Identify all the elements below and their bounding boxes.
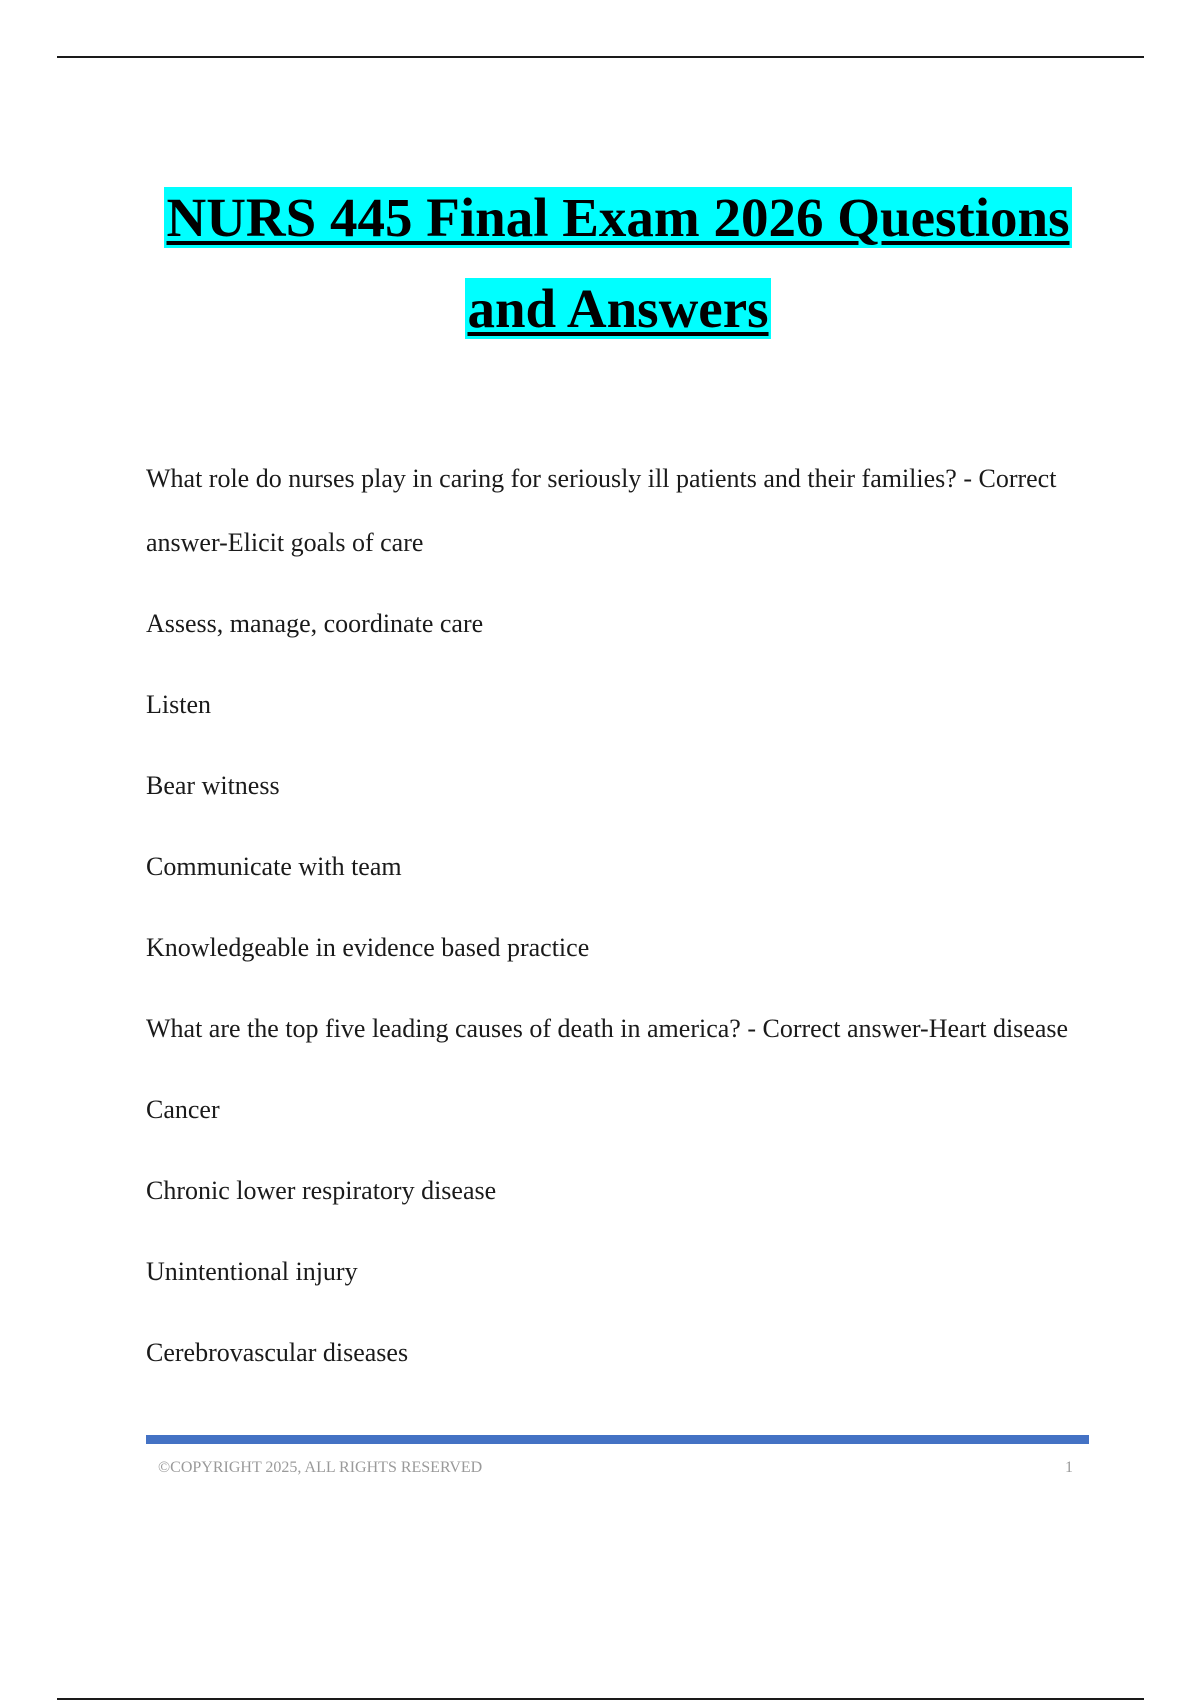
answer-item-paragraph: Communicate with team (146, 852, 402, 881)
footer-text-row (146, 1459, 1089, 1477)
question-1-paragraph: What role do nurses play in caring for seriously ill patients and their families? - Correct answer-Elicit goals of care (146, 464, 1057, 557)
document-body (146, 447, 1086, 1402)
top-page-rule (57, 56, 1144, 58)
answer-item-paragraph: Assess, manage, coordinate care (146, 609, 484, 638)
document-title (0, 172, 1200, 354)
answer-item-paragraph: Unintentional injury (146, 1257, 358, 1286)
answer-item-paragraph: Bear witness (146, 771, 280, 800)
title-line-2 (0, 263, 1200, 354)
answer-item-paragraph: Cerebrovascular diseases (146, 1338, 409, 1367)
answer-item-paragraph: Chronic lower respiratory disease (146, 1176, 497, 1205)
answer-item-paragraph: Listen (146, 690, 211, 719)
answer-item-paragraph: Knowledgeable in evidence based practice (146, 933, 590, 962)
title-line-2-text: and Answers (467, 278, 769, 339)
question-2-paragraph: What are the top five leading causes of death in america? - Correct answer-Heart disease (146, 1014, 1069, 1043)
footer-bar (146, 1435, 1089, 1444)
title-line-1 (0, 172, 1200, 263)
page-number: 1 (1065, 1459, 1073, 1476)
title-line-1-text: NURS 445 Final Exam 2026 Questions (166, 187, 1070, 248)
copyright-notice: ©COPYRIGHT 2025, ALL RIGHTS RESERVED (158, 1459, 483, 1476)
page-footer (146, 1435, 1089, 1477)
answer-item-paragraph: Cancer (146, 1095, 220, 1124)
